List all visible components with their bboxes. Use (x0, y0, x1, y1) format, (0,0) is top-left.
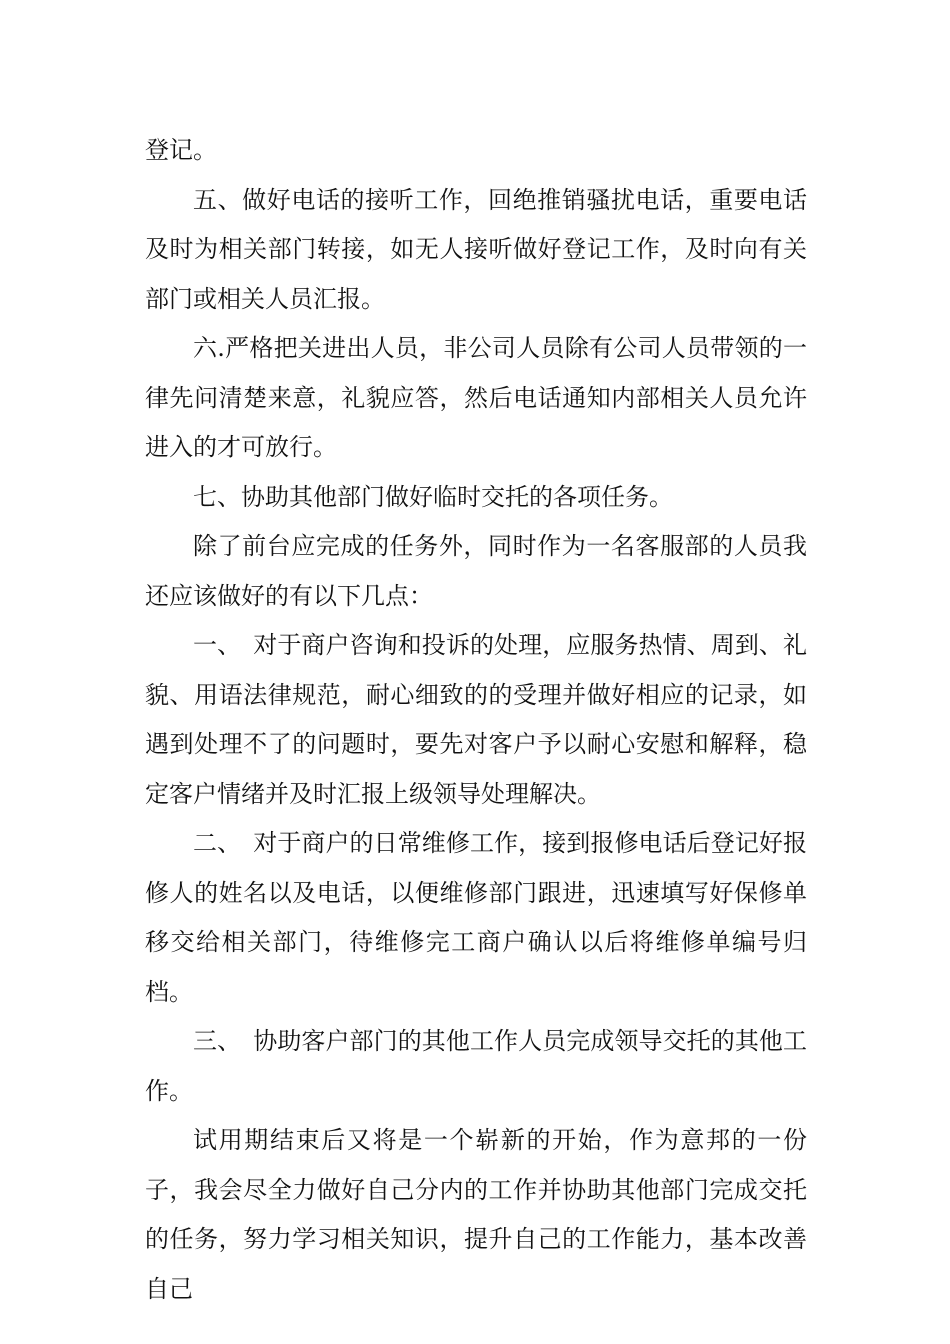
paragraph-item-7-assist: 七、协助其他部门做好临时交托的各项任务。 (193, 482, 673, 511)
document-body (145, 126, 807, 1314)
paragraph-cs-item-1-complaints: 一、 对于商户咨询和投诉的处理，应服务热情、周到、礼貌、用语法律规范，耐心细致的的受理并做好相应的记录，如遇到处理不了的问题时，要先对客户予以耐心安慰和解释，稳定客户情绪并及时汇报上级领导处理解决。 (145, 631, 807, 808)
paragraph-customer-service-intro: 除了前台应完成的任务外，同时作为一名客服部的人员我还应该做好的有以下几点： (145, 532, 807, 610)
paragraph-conclusion: 试用期结束后又将是一个崭新的开始，作为意邦的一份子，我会尽全力做好自己分内的工作并协助其他部门完成交托的任务，努力学习相关知识，提升自己的工作能力，基本改善自己 (145, 1126, 807, 1303)
paragraph-cs-item-3-assist: 三、 协助客户部门的其他工作人员完成领导交托的其他工作。 (145, 1027, 807, 1105)
paragraph-continuation: 登记。 (145, 136, 217, 164)
paragraph-item-5-phone: 五、做好电话的接听工作，回绝推销骚扰电话，重要电话及时为相关部门转接，如无人接听做好登记工作，及时向有关部门或相关人员汇报。 (145, 185, 807, 313)
paragraph-cs-item-2-repairs: 二、 对于商户的日常维修工作，接到报修电话后登记好报修人的姓名以及电话，以便维修部门跟进，迅速填写好保修单移交给相关部门，待维修完工商户确认以后将维修单编号归档。 (145, 829, 807, 1006)
paragraph-item-6-visitors: 六.严格把关进出人员，非公司人员除有公司人员带领的一律先问清楚来意，礼貌应答，然后电话通知内部相关人员允许进入的才可放行。 (145, 334, 807, 461)
